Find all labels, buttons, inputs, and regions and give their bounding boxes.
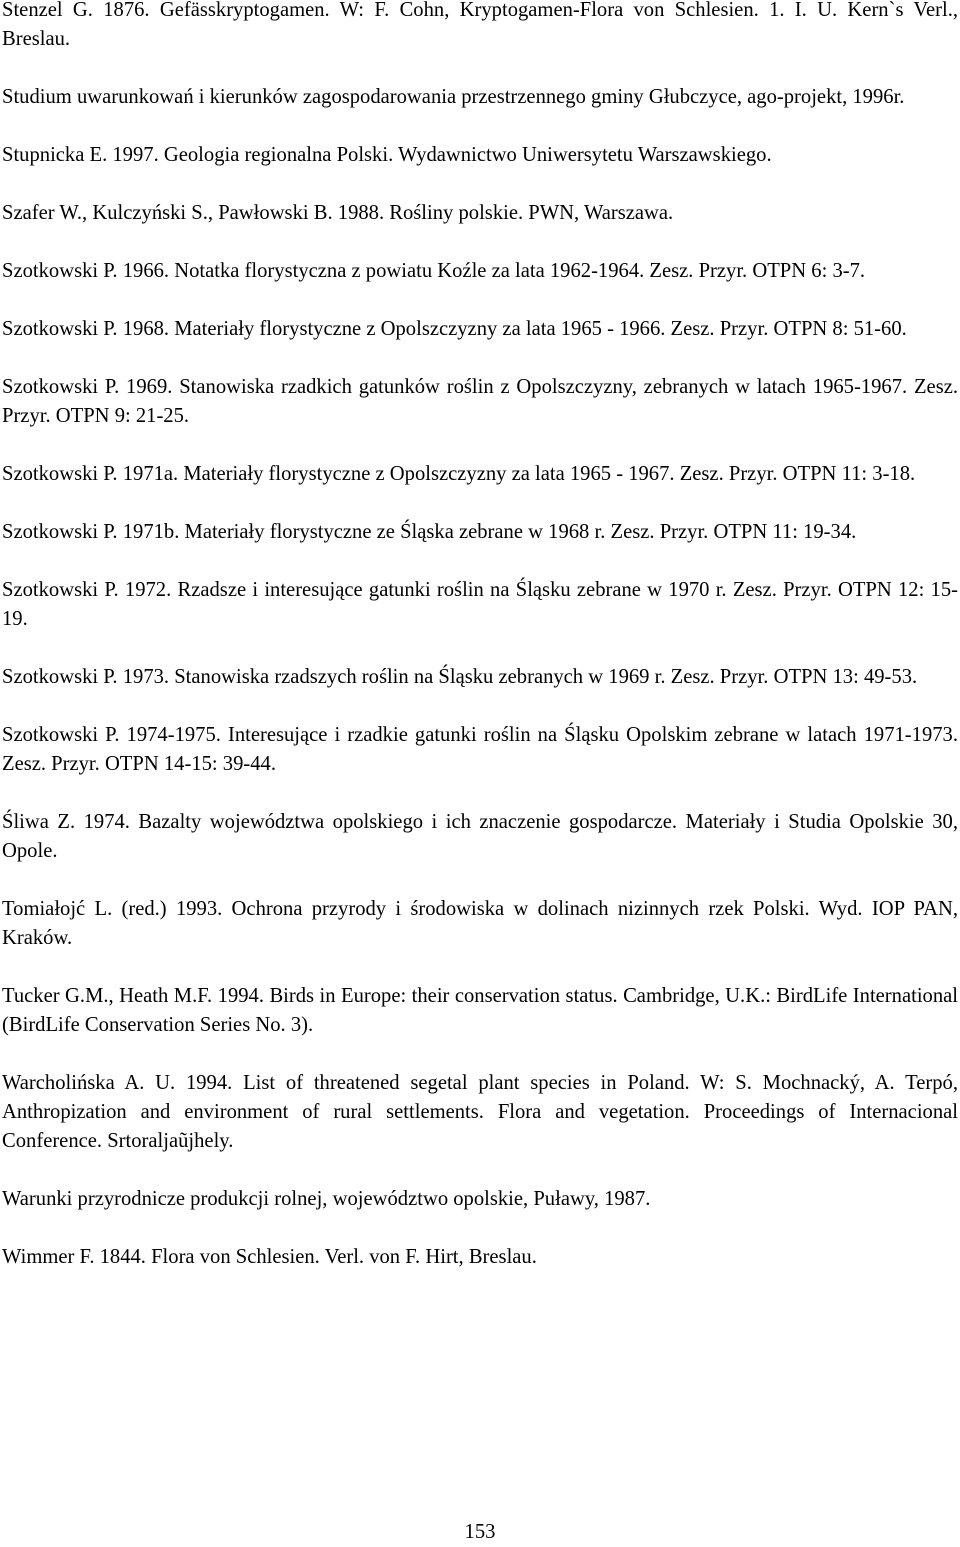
- reference-entry: Szotkowski P. 1968. Materiały florystyczne z Opolszczyzny za lata 1965 - 1966. Zesz. Przyr. OTPN 8: 51-60.: [2, 318, 907, 340]
- reference-entry: Szotkowski P. 1969. Stanowiska rzadkich gatunków roślin z Opolszczyzny, zebranych w latach 1965-1967. Zesz. Przyr. OTPN 9: 21-25.: [2, 376, 958, 427]
- reference-list: [2, 0, 958, 1272]
- reference-entry: Szafer W., Kulczyński S., Pawłowski B. 1988. Rośliny polskie. PWN, Warszawa.: [2, 202, 674, 224]
- page-number: 153: [464, 1521, 496, 1543]
- reference-entry: Tucker G.M., Heath M.F. 1994. Birds in Europe: their conservation status. Cambridge, U.K.: BirdLife International (BirdLife Conservation Series No. 3).: [2, 985, 958, 1036]
- reference-entry: Szotkowski P. 1972. Rzadsze i interesujące gatunki roślin na Śląsku zebrane w 1970 r. Zesz. Przyr. OTPN 12: 15-19.: [2, 579, 958, 630]
- reference-entry: Warcholińska A. U. 1994. List of threatened segetal plant species in Poland. W: S. Mochnacký, A. Terpó, Anthropization and environment of rural settlements. Flora and vegetation. Proceedings of Internacional Conference. Srtoraljaũjhely.: [2, 1072, 958, 1152]
- reference-entry: Stupnicka E. 1997. Geologia regionalna Polski. Wydawnictwo Uniwersytetu Warszawskiego.: [2, 144, 772, 166]
- reference-entry: Szotkowski P. 1966. Notatka florystyczna z powiatu Koźle za lata 1962-1964. Zesz. Przyr. OTPN 6: 3-7.: [2, 260, 866, 282]
- reference-entry: Szotkowski P. 1974-1975. Interesujące i rzadkie gatunki roślin na Śląsku Opolskim zebrane w latach 1971-1973. Zesz. Przyr. OTPN 14-15: 39-44.: [2, 724, 958, 775]
- reference-entry: Śliwa Z. 1974. Bazalty województwa opolskiego i ich znaczenie gospodarcze. Materiały i Studia Opolskie 30, Opole.: [2, 811, 958, 862]
- reference-entry: Studium uwarunkowań i kierunków zagospodarowania przestrzennego gminy Głubczyce, ago-projekt, 1996r.: [2, 86, 905, 108]
- reference-entry: Szotkowski P. 1973. Stanowiska rzadszych roślin na Śląsku zebranych w 1969 r. Zesz. Przyr. OTPN 13: 49-53.: [2, 666, 918, 688]
- reference-entry: Szotkowski P. 1971b. Materiały florystyczne ze Śląska zebrane w 1968 r. Zesz. Przyr. OTPN 11: 19-34.: [2, 521, 857, 543]
- reference-entry: Wimmer F. 1844. Flora von Schlesien. Verl. von F. Hirt, Breslau.: [2, 1246, 537, 1268]
- reference-entry: Stenzel G. 1876. Gefässkryptogamen. W: F. Cohn, Kryptogamen-Flora von Schlesien. 1. I. U. Kern`s Verl., Breslau.: [2, 0, 958, 50]
- reference-entry: Warunki przyrodnicze produkcji rolnej, województwo opolskie, Puławy, 1987.: [2, 1188, 651, 1210]
- reference-entry: Tomiałojć L. (red.) 1993. Ochrona przyrody i środowiska w dolinach nizinnych rzek Polski. Wyd. IOP PAN, Kraków.: [2, 898, 958, 949]
- reference-entry: Szotkowski P. 1971a. Materiały florystyczne z Opolszczyzny za lata 1965 - 1967. Zesz. Przyr. OTPN 11: 3-18.: [2, 463, 916, 485]
